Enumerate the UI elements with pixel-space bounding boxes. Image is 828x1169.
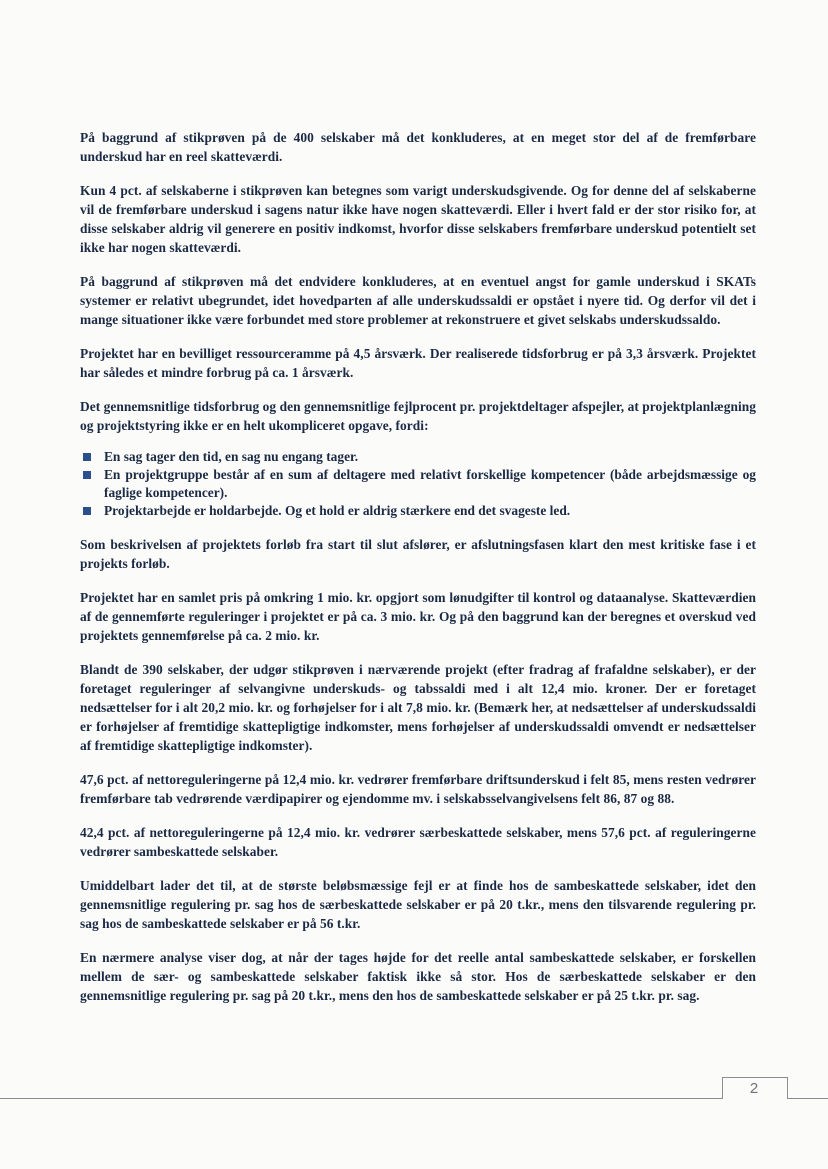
- paragraph: 47,6 pct. af nettoreguleringerne på 12,4 mio. kr. vedrører fremførbare driftsunderskud i felt 85, mens resten vedrører fremførbare tab vedrørende værdipapirer og ejendomme mv. i selskabsselvangivelsens felt 86, 87 og 88.: [80, 772, 756, 806]
- paragraph: Det gennemsnitlige tidsforbrug og den gennemsnitlige fejlprocent pr. projektdeltager afspejler, at projektplanlægning og projektstyring ikke er en helt ukompliceret opgave, fordi:: [80, 399, 756, 433]
- document-body: [80, 128, 756, 1020]
- paragraph: Blandt de 390 selskaber, der udgør stikprøven i nærværende projekt (efter fradrag af frafaldne selskaber), er der foretaget reguleringer af selvangivne underskuds- og tabssaldi med i alt 12,4 mio. kroner. Der er foretaget nedsættelser for i alt 20,2 mio. kr. og forhøjelser for i alt 7,8 mio. kr. (Bemærk her, at nedsættelser af underskudssaldi er forhøjelser af fremtidige skattepligtige indkomster, mens forhøjelser af underskudssaldi omvendt er nedsættelser af fremtidige skattepligtige indkomster).: [80, 662, 756, 753]
- square-bullet-icon: [83, 507, 91, 515]
- bullet-list: [80, 448, 756, 520]
- paragraph: Umiddelbart lader det til, at de største beløbsmæssige fejl er at finde hos de sambeskattede selskaber, idet den gennemsnitlige regulering pr. sag hos de særbeskattede selskaber er på 20 t.kr., mens den tilsvarende regulering pr. sag hos de sambeskattede selskaber er på 56 t.kr.: [80, 878, 756, 931]
- bullet-item: [80, 448, 756, 466]
- square-bullet-icon: [83, 453, 91, 461]
- footer-rule: [0, 1098, 722, 1099]
- paragraph: På baggrund af stikprøven må det endvidere konkluderes, at en eventuel angst for gamle underskud i SKATs systemer er relativt ubegrundet, idet hovedparten af alle underskudssaldi er opstået i nyere tid. Og derfor vil det i mange situationer ikke være forbundet med store problemer at rekonstruere et givet selskabs underskudssaldo.: [80, 274, 756, 327]
- bullet-text: Projektarbejde er holdarbejde. Og et hold er aldrig stærkere end det svageste led.: [104, 503, 571, 518]
- page-number: 2: [749, 1080, 759, 1097]
- paragraph: 42,4 pct. af nettoreguleringerne på 12,4 mio. kr. vedrører særbeskattede selskaber, mens 57,6 pct. af reguleringerne vedrører sambeskattede selskaber.: [80, 825, 756, 859]
- footer-rule-right: [787, 1098, 828, 1099]
- bullet-text: En sag tager den tid, en sag nu engang tager.: [104, 449, 359, 464]
- bullet-text: En projektgruppe består af en sum af deltagere med relativt forskellige kompetencer (både arbejdsmæssige og faglige kompetencer).: [104, 467, 756, 500]
- bullet-item: [80, 502, 756, 520]
- paragraph: Kun 4 pct. af selskaberne i stikprøven kan betegnes som varigt underskudsgivende. Og for denne del af selskaberne vil de fremførbare underskud i sagens natur ikke have nogen skatteværdi. Eller i hvert fald er der stor risiko for, at disse selskaber aldrig vil generere en positiv indkomst, hvorfor disse selskabers fremførbare underskud potentielt set ikke har nogen skatteværdi.: [80, 183, 756, 255]
- square-bullet-icon: [83, 471, 91, 479]
- paragraph: På baggrund af stikprøven på de 400 selskaber må det konkluderes, at en meget stor del af de fremførbare underskud har en reel skatteværdi.: [80, 130, 756, 164]
- bullet-item: [80, 466, 756, 502]
- paragraph: En nærmere analyse viser dog, at når der tages højde for det reelle antal sambeskattede selskaber, er forskellen mellem de sær- og sambeskattede selskaber faktisk ikke så stor. Hos de særbeskattede selskaber er den gennemsnitlige regulering pr. sag på 20 t.kr., mens den hos de sambeskattede selskaber er på 25 t.kr. pr. sag.: [80, 950, 756, 1003]
- paragraph: Som beskrivelsen af projektets forløb fra start til slut afslører, er afslutningsfasen klart den mest kritiske fase i et projekts forløb.: [80, 537, 756, 571]
- paragraph: Projektet har en samlet pris på omkring 1 mio. kr. opgjort som lønudgifter til kontrol og dataanalyse. Skatteværdien af de gennemførte reguleringer i projektet er på ca. 3 mio. kr. Og på den baggrund kan der beregnes et overskud ved projektets gennemførelse på ca. 2 mio. kr.: [80, 590, 756, 643]
- paragraph: Projektet har en bevilliget ressourceramme på 4,5 årsværk. Der realiserede tidsforbrug er på 3,3 årsværk. Projektet har således et mindre forbrug på ca. 1 årsværk.: [80, 346, 756, 380]
